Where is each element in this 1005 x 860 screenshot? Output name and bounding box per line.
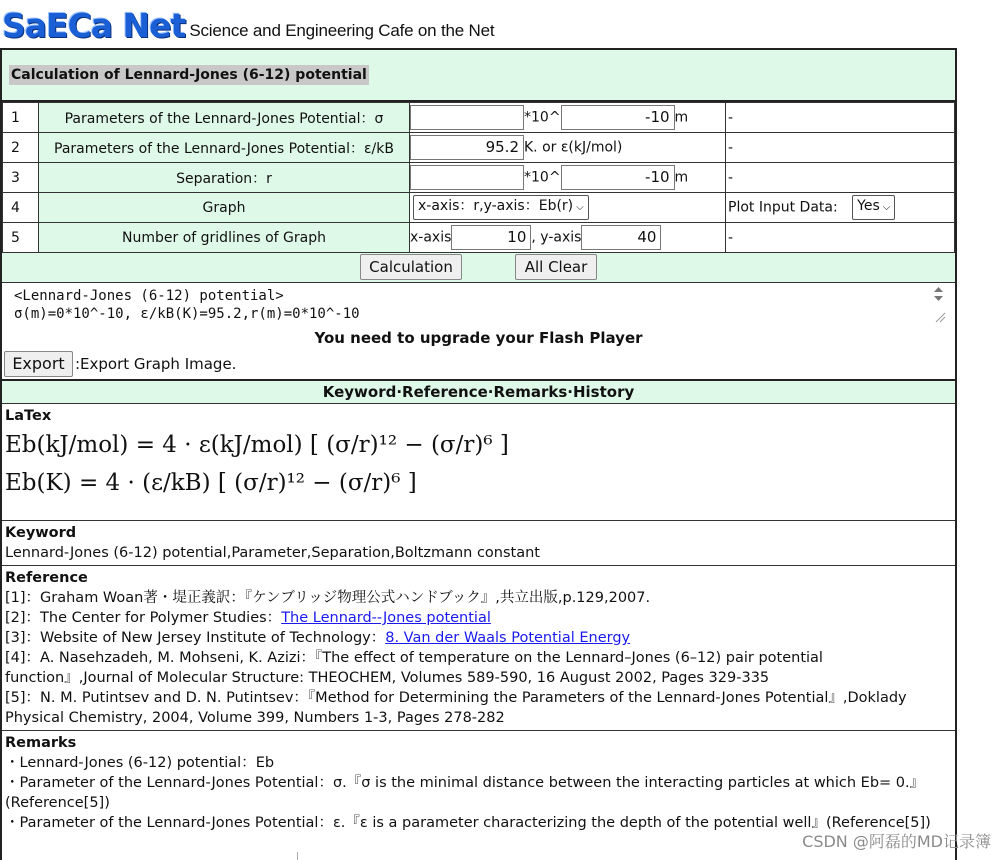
reference-heading: Reference bbox=[5, 570, 88, 586]
site-logo[interactable] bbox=[2, 5, 494, 45]
epsilon-unit: K. or ε(kJ/mol) bbox=[524, 139, 623, 156]
sigma-unit: m bbox=[674, 109, 689, 126]
reference-2-link[interactable]: The Lennard--Jones potential bbox=[281, 610, 491, 626]
latex-block bbox=[2, 404, 955, 521]
plot-input-select[interactable] bbox=[852, 195, 895, 220]
keyword-block bbox=[2, 521, 955, 566]
plot-input-cell bbox=[726, 193, 955, 223]
action-bar bbox=[2, 253, 955, 283]
x-axis-label: x-axis bbox=[410, 229, 452, 246]
param-row-gridlines bbox=[3, 223, 955, 253]
row-number: 2 bbox=[3, 133, 39, 163]
row-extra: - bbox=[726, 223, 955, 253]
reference-5a: [5]：N. M. Putintsev and D. N. Putintsev：『Method for Determining the Parameters of the Lennard-Jones Potential』,Doklady bbox=[5, 690, 907, 706]
keyword-heading: Keyword bbox=[5, 525, 77, 541]
textarea-scrollbar[interactable] bbox=[930, 285, 947, 323]
export-description: :Export Graph Image. bbox=[75, 355, 237, 373]
separation-mult-label: *10^ bbox=[524, 169, 561, 186]
calculation-button[interactable]: Calculation bbox=[360, 254, 462, 280]
row-number: 1 bbox=[3, 103, 39, 133]
reference-3: [3]：Website of New Jersey Institute of Technology：8. Van der Waals Potential Energy bbox=[5, 630, 631, 646]
reference-4a: [4]：A. Nasehzadeh, M. Mohseni, K. Azizi：『The effect of temperature on the Lennard–Jones (6–12) pair potential bbox=[5, 650, 823, 666]
row-label: Parameters of the Lennard-Jones Potential：σ bbox=[39, 103, 410, 133]
page-title: Calculation of Lennard-Jones (6-12) potential bbox=[11, 67, 367, 83]
section-header: Keyword·Reference·Remarks·History bbox=[2, 381, 955, 404]
equation-kjmol: Eb(kJ/mol) = 4 · ε(kJ/mol) [ (σ/r)¹² − (σ/r)⁶ ] bbox=[5, 432, 509, 458]
epsilon-input-cell bbox=[410, 133, 726, 163]
row-number: 5 bbox=[3, 223, 39, 253]
plot-input-value: Yes bbox=[857, 198, 880, 214]
separation-unit: m bbox=[674, 169, 689, 186]
sigma-mult-label: *10^ bbox=[524, 109, 561, 126]
result-line-2: σ(m)=0*10^-10, ε/kB(K)=95.2,r(m)=0*10^-10 bbox=[14, 306, 360, 322]
x-gridlines-input[interactable]: 10 bbox=[451, 225, 531, 250]
remark-3: ・Parameter of the Lennard-Jones Potential：ε.『ε is a parameter characterizing the depth of the potential well』(Reference[5]) bbox=[5, 815, 931, 831]
chevron-down-icon: ⌵ bbox=[576, 202, 584, 213]
row-extra: - bbox=[726, 163, 955, 193]
logo-wordmark: SaECa Net bbox=[2, 6, 186, 45]
remark-2a: ・Parameter of the Lennard-Jones Potential：σ.『σ is the minimal distance between the interacting particles at which Eb= 0.』 bbox=[5, 775, 925, 791]
remarks-heading: Remarks bbox=[5, 735, 77, 751]
graph-axis-select[interactable] bbox=[413, 195, 589, 220]
y-axis-label: , y-axis bbox=[531, 229, 582, 246]
epsilon-input[interactable]: 95.2 bbox=[410, 135, 524, 160]
latex-heading: LaTex bbox=[5, 408, 52, 424]
param-row-separation bbox=[3, 163, 955, 193]
export-button[interactable]: Export bbox=[4, 351, 73, 377]
logo-tagline: Science and Engineering Cafe on the Net bbox=[189, 21, 495, 40]
output-area bbox=[2, 283, 955, 381]
equation-kelvin: Eb(K) = 4 · (ε/kB) [ (σ/r)¹² − (σ/r)⁶ ] bbox=[5, 470, 417, 496]
param-row-graph bbox=[3, 193, 955, 223]
row-label: Graph bbox=[39, 193, 410, 223]
chevron-down-icon: ⌵ bbox=[882, 202, 891, 213]
graph-axis-value: x-axis：r,y-axis：Eb(r) bbox=[418, 198, 574, 214]
reference-5b: Physical Chemistry, 2004, Volume 399, Numbers 1-3, Pages 278-282 bbox=[5, 710, 505, 726]
sigma-exponent-input[interactable]: -10 bbox=[561, 105, 675, 130]
param-row-sigma bbox=[3, 103, 955, 133]
graph-select-cell bbox=[410, 193, 726, 223]
gridlines-input-cell bbox=[410, 223, 726, 253]
param-row-epsilon bbox=[3, 133, 955, 163]
separation-input-cell bbox=[410, 163, 726, 193]
all-clear-button[interactable]: All Clear bbox=[515, 254, 597, 280]
sigma-input[interactable] bbox=[410, 105, 524, 130]
plot-input-label: Plot Input Data: bbox=[728, 199, 838, 216]
parameter-table bbox=[2, 102, 955, 253]
row-number: 4 bbox=[3, 193, 39, 223]
remark-2b: (Reference[5]) bbox=[5, 795, 110, 811]
result-line-1: <Lennard-Jones (6-12) potential> bbox=[14, 288, 284, 304]
row-label: Separation：r bbox=[39, 163, 410, 193]
flash-notice: You need to upgrade your Flash Player bbox=[314, 329, 643, 347]
row-extra: - bbox=[726, 133, 955, 163]
separation-input[interactable] bbox=[410, 165, 524, 190]
reference-3-link[interactable]: 8. Van der Waals Potential Energy bbox=[385, 630, 631, 646]
keyword-text: Lennard-Jones (6-12) potential,Parameter,Separation,Boltzmann constant bbox=[5, 545, 540, 561]
watermark: CSDN @阿磊的MD记录簿 bbox=[802, 832, 991, 851]
result-textarea[interactable] bbox=[10, 287, 954, 327]
remarks-block bbox=[2, 731, 955, 835]
y-gridlines-input[interactable]: 40 bbox=[581, 225, 661, 250]
row-number: 3 bbox=[3, 163, 39, 193]
reference-block bbox=[2, 566, 955, 731]
scroll-tick bbox=[297, 852, 298, 860]
row-extra: - bbox=[726, 103, 955, 133]
separation-exponent-input[interactable]: -10 bbox=[561, 165, 675, 190]
reference-2: [2]：The Center for Polymer Studies：The Lennard--Jones potential bbox=[5, 610, 491, 626]
reference-1: [1]：Graham Woan著・堤正義訳：『ケンブリッジ物理公式ハンドブック』,共立出版,p.129,2007. bbox=[5, 590, 651, 606]
row-label: Number of gridlines of Graph bbox=[39, 223, 410, 253]
remark-1: ・Lennard-Jones (6-12) potential：Eb bbox=[5, 755, 275, 771]
reference-4b: function』,Journal of Molecular Structure: THEOCHEM, Volumes 589-590, 16 August 2002, Pages 329-335 bbox=[5, 670, 770, 686]
calculator-frame bbox=[0, 48, 957, 860]
title-bar bbox=[2, 50, 955, 102]
sigma-input-cell bbox=[410, 103, 726, 133]
row-label: Parameters of the Lennard-Jones Potential：ε/kB bbox=[39, 133, 410, 163]
